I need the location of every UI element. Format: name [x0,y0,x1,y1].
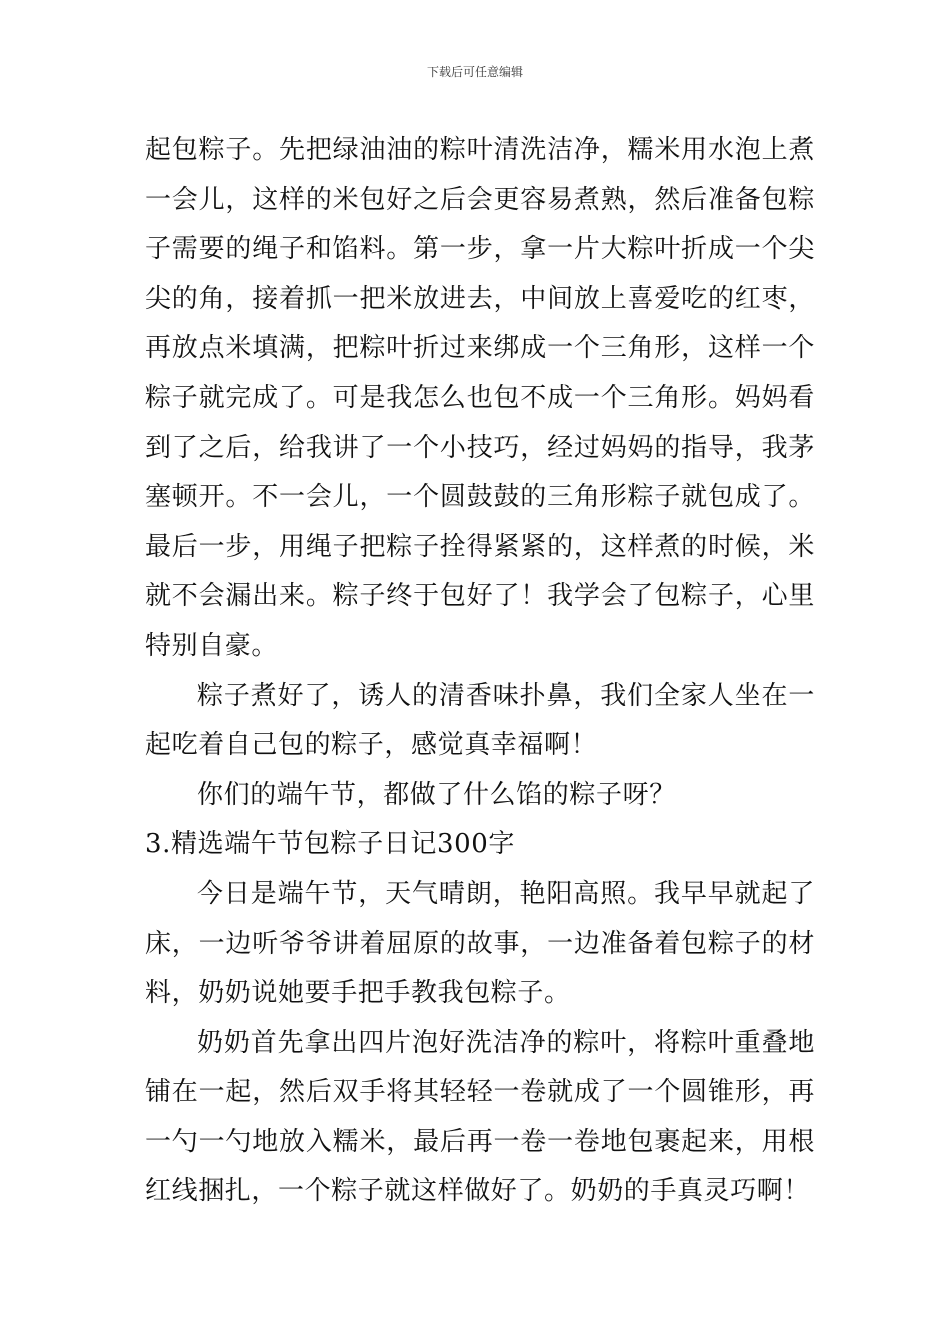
paragraph: 你们的端午节，都做了什么馅的粽子呀？ [197,779,676,810]
section-heading: 3.精选端午节包粽子日记300字 [145,829,516,860]
paragraph-continuation: 起包粽子。先把绿油油的粽叶清洗洁净，糯米用水泡上煮一会儿，这样的米包好之后会更容易煮熟，然后准备包粽子需要的绳子和馅料。第一步，拿一片大粽叶折成一个尖尖的角，接着抓一把米放进去，中间放上喜爱吃的红枣，再放点米填满，把粽叶折过来绑成一个三角形，这样一个粽子就完成了。可是我怎么也包不成一个三角形。妈妈看到了之后，给我讲了一个小技巧，经过妈妈的指导，我茅塞顿开。不一会儿，一个圆鼓鼓的三角形粽子就包成了。最后一步，用绳子把粽子拴得紧紧的，这样煮的时候，米就不会漏出来。粽子终于包好了！我学会了包粽子，心里特别自豪。 [145,135,815,661]
paragraph: 粽子煮好了，诱人的清香味扑鼻，我们全家人坐在一起吃着自己包的粽子，感觉真幸福啊！ [145,680,815,761]
paragraph: 奶奶首先拿出四片泡好洗洁净的粽叶，将粽叶重叠地铺在一起，然后双手将其轻轻一卷就成了一个圆锥形，再一勺一勺地放入糯米，最后再一卷一卷地包裹起来，用根红线捆扎，一个粽子就这样做好了。奶奶的手真灵巧啊！ [145,1027,815,1207]
page-header: 下载后可任意编辑 [426,65,523,79]
document-body [145,126,815,1217]
paragraph: 今日是端午节，天气晴朗，艳阳高照。我早早就起了床，一边听爷爷讲着屈原的故事，一边准备着包粽子的材料，奶奶说她要手把手教我包粽子。 [145,878,815,1009]
